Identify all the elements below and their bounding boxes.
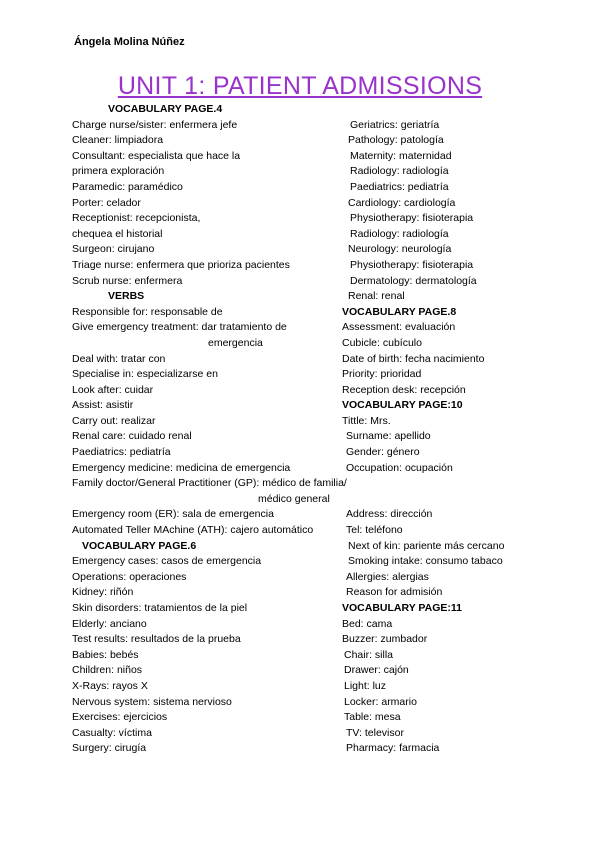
section-heading: VERBS — [108, 290, 145, 303]
vocabulary-entry: Cubicle: cubículo — [342, 336, 422, 349]
vocabulary-entry: Specialise in: especializarse en — [72, 368, 218, 381]
vocabulary-entry: Light: luz — [344, 679, 387, 692]
vocabulary-entry: Cleaner: limpiadora — [72, 134, 164, 147]
vocabulary-entry: Elderly: anciano — [72, 617, 147, 630]
vocabulary-entry: médico general — [258, 492, 330, 505]
section-heading: VOCABULARY PAGE.4 — [108, 103, 223, 115]
left-vocabulary-column — [72, 102, 352, 757]
vocabulary-entry: Babies: bebés — [72, 648, 139, 661]
vocabulary-entry: Renal: renal — [348, 290, 405, 303]
vocabulary-entry: Locker: armario — [344, 695, 417, 708]
vocabulary-entry: Give emergency treatment: dar tratamiento de — [72, 321, 287, 334]
vocabulary-entry: chequea el historial — [72, 227, 163, 240]
vocabulary-entry: X-Rays: rayos X — [72, 679, 148, 692]
vocabulary-entry: Tel: teléfono — [346, 524, 403, 537]
vocabulary-entry: Assessment: evaluación — [342, 321, 456, 334]
vocabulary-entry: Family doctor/General Practitioner (GP): médico de familia/ — [72, 477, 347, 490]
vocabulary-entry: Pathology: patología — [348, 134, 444, 147]
vocabulary-entry: Physiotherapy: fisioterapia — [350, 212, 474, 225]
vocabulary-entry — [342, 102, 582, 118]
vocabulary-entry: Automated Teller MAchine (ATH): cajero automático — [72, 524, 314, 537]
vocabulary-entry: Carry out: realizar — [72, 414, 156, 427]
vocabulary-entry: Radiology: radiología — [350, 227, 449, 240]
vocabulary-entry: Children: niños — [72, 664, 143, 677]
author-name: Ángela Molina Núñez — [74, 36, 185, 48]
vocabulary-entry: Maternity: maternidad — [350, 149, 452, 162]
vocabulary-entry: Gender: género — [346, 446, 420, 459]
vocabulary-entry: Reception desk: recepción — [342, 383, 466, 396]
vocabulary-entry: Emergency room (ER): sala de emergencia — [72, 508, 274, 521]
vocabulary-entry: Scrub nurse: enfermera — [72, 274, 183, 287]
vocabulary-entry: Receptionist: recepcionista, — [72, 212, 201, 225]
vocabulary-entry: Charge nurse/sister: enfermera jefe — [72, 118, 238, 131]
vocabulary-entry: Reason for admisión — [346, 586, 443, 599]
vocabulary-entry: Porter: celador — [72, 196, 141, 209]
vocabulary-entry: Kidney: riñón — [72, 586, 134, 599]
vocabulary-entry: TV: televisor — [346, 726, 404, 739]
vocabulary-entry: Allergies: alergias — [346, 570, 429, 583]
vocabulary-entry: Table: mesa — [344, 711, 401, 724]
vocabulary-entry: Emergency medicine: medicina de emergencia — [72, 461, 291, 474]
vocabulary-entry — [342, 476, 582, 492]
vocabulary-entry: Responsible for: responsable de — [72, 305, 223, 318]
vocabulary-entry: Address: dirección — [346, 508, 433, 521]
vocabulary-entry: Operations: operaciones — [72, 570, 187, 583]
vocabulary-entry: Date of birth: fecha nacimiento — [342, 352, 485, 365]
vocabulary-entry: Radiology: radiología — [350, 165, 449, 178]
right-vocabulary-column — [342, 102, 582, 757]
vocabulary-entry: Geriatrics: geriatría — [350, 118, 440, 131]
page-title: UNIT 1: PATIENT ADMISSIONS — [117, 72, 483, 100]
vocabulary-entry: Smoking intake: consumo tabaco — [348, 555, 503, 568]
vocabulary-entry: Test results: resultados de la prueba — [72, 633, 241, 646]
vocabulary-entry — [342, 492, 582, 508]
vocabulary-entry: emergencia — [208, 336, 263, 349]
vocabulary-entry: Priority: prioridad — [342, 368, 422, 381]
vocabulary-entry: Buzzer: zumbador — [342, 633, 428, 646]
vocabulary-entry: Emergency cases: casos de emergencia — [72, 555, 262, 568]
vocabulary-entry: Surgeon: cirujano — [72, 243, 155, 256]
vocabulary-entry: Exercises: ejercicios — [72, 711, 168, 724]
section-heading: VOCABULARY PAGE.6 — [82, 539, 197, 552]
vocabulary-entry: Next of kin: pariente más cercano — [348, 539, 505, 552]
vocabulary-entry: Neurology: neurología — [348, 243, 452, 256]
vocabulary-entry: Skin disorders: tratamientos de la piel — [72, 602, 248, 614]
vocabulary-entry: Consultant: especialista que hace la — [72, 149, 241, 162]
vocabulary-entry: Surgery: cirugía — [72, 742, 147, 755]
vocabulary-entry: Chair: silla — [344, 648, 394, 661]
vocabulary-entry: Triage nurse: enfermera que prioriza pacientes — [72, 258, 290, 271]
section-heading: VOCABULARY PAGE.8 — [342, 305, 457, 318]
vocabulary-entry: Drawer: cajón — [344, 664, 409, 677]
vocabulary-entry: Nervous system: sistema nervioso — [72, 695, 232, 708]
vocabulary-entry: Dermatology: dermatología — [350, 274, 477, 287]
vocabulary-entry: Bed: cama — [342, 617, 393, 630]
vocabulary-entry: Renal care: cuidado renal — [72, 430, 192, 443]
vocabulary-entry: Occupation: ocupación — [346, 461, 453, 474]
vocabulary-entry: Look after: cuidar — [72, 383, 154, 396]
vocabulary-entry: Cardiology: cardiología — [348, 196, 456, 209]
vocabulary-entry: Pharmacy: farmacia — [346, 742, 440, 755]
vocabulary-entry: primera exploración — [72, 165, 165, 178]
vocabulary-entry: Physiotherapy: fisioterapia — [350, 258, 474, 271]
section-heading: VOCABULARY PAGE:11 — [342, 602, 462, 614]
vocabulary-entry: Deal with: tratar con — [72, 352, 166, 365]
vocabulary-entry: Paramedic: paramédico — [72, 180, 183, 193]
vocabulary-entry: Casualty: víctima — [72, 726, 152, 739]
vocabulary-entry: Surname: apellido — [346, 430, 431, 443]
section-heading: VOCABULARY PAGE:10 — [342, 399, 463, 412]
vocabulary-entry: Tittle: Mrs. — [342, 414, 391, 427]
vocabulary-entry: Assist: asistir — [72, 399, 134, 412]
vocabulary-entry: Paediatrics: pediatría — [72, 446, 171, 459]
vocabulary-entry: Paediatrics: pediatría — [350, 180, 449, 193]
